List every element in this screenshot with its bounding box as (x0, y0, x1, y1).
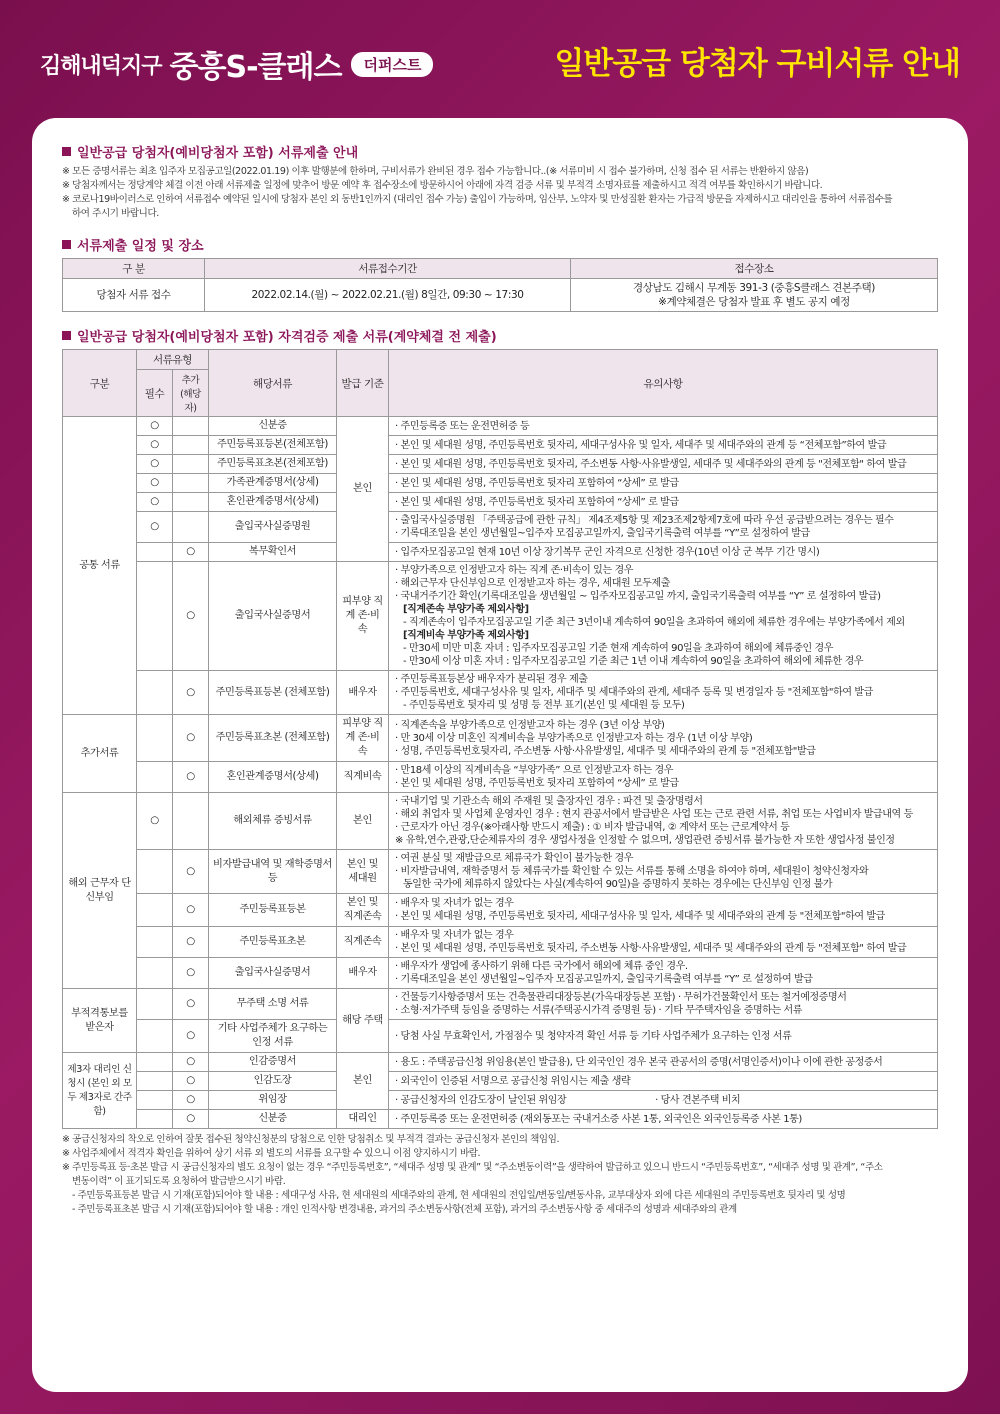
footer-note: ※ 사업주체에서 적격자 확인을 위하여 상기 서류 외 별도의 서류를 요구할 수 있으니 이점 양지하시기 바람. (62, 1148, 481, 1159)
document-name: 위임장 (209, 1091, 337, 1110)
basis: 대리인 (337, 1110, 389, 1129)
notes: · 국내기업 및 기관소속 해외 주재원 및 출장자인 경우 : 파견 및 출장명령서 · 해외 취업자 및 사업체 운영자인 경우 : 현지 관공서에서 발급받은 사업 또는 근로 관련 서류, 취업 또는 사업비자 발급내역 등 · 근로자가 아닌 경우(※아래사항 반드시 제출) : ① 비자 발급내역, ② 계약서 또는 근로계약서 등 ※ 유학,연수,관광,단순체류자의 경우 생업사정을 인정할 수 없으며, 생업관련 증빙서류 불가능한 자 또한 생업사정 불인정 (389, 793, 938, 850)
basis: 직계비속 (337, 762, 389, 793)
document-name: 기타 사업주체가 요구하는 인정 서류 (209, 1020, 337, 1053)
notes: · 주민등록증 또는 운전면허증 등 (389, 417, 938, 436)
document-name: 신분증 (209, 417, 337, 436)
document-name: 출입국사실증명원 (209, 512, 337, 543)
brand-prefix: 김해내덕지구 (40, 53, 162, 79)
schedule-place: 경상남도 김해시 무계동 391-3 (중흥S클래스 견본주택) ※계약체결은 당첨자 발표 후 별도 공지 예정 (571, 279, 938, 312)
notice-line: 하여 주시기 바랍니다. (72, 208, 159, 219)
additional-mark: ○ (173, 1072, 209, 1091)
additional-mark: ○ (173, 1053, 209, 1072)
additional-mark: ○ (173, 1020, 209, 1053)
table-row (63, 850, 938, 894)
required-mark: ○ (137, 474, 173, 493)
header (0, 0, 1000, 115)
document-name: 출입국사실증명서 (209, 562, 337, 671)
page-title: 일반공급 당첨자 구비서류 안내 (554, 46, 960, 82)
basis: 본인 (337, 793, 389, 850)
table-row (63, 436, 938, 455)
group-label: 공통 서류 (63, 417, 137, 715)
notes: · 본인 및 세대원 성명, 주민등록번호 뒷자리, 주소변동 사항·사유발생일, 세대주 및 세대주와의 관계 등 "전체포함" 하여 발급 (389, 455, 938, 474)
group-label: 해외 근무자 단신부임 (63, 793, 137, 989)
section1-title: 일반공급 당첨자(예비당첨자 포함) 서류제출 안내 (62, 142, 938, 161)
footer-note: ※ 주민등록표 등·초본 발급 시 공급신청자의 별도 요청이 없는 경우 “주민등록번호”, “세대주 성명 및 관계” 및 “주소변동이력”을 생략하여 발급하고 있으니 반드시 “주민등록번호”, “세대주 성명 및 관계”, “주소 (62, 1162, 883, 1173)
document-name: 주민등록표초본(전체포함) (209, 455, 337, 474)
additional-mark: ○ (173, 671, 209, 715)
table-header: 필수 (137, 370, 173, 417)
table-header: 구분 (63, 350, 137, 417)
table-row (63, 543, 938, 562)
additional-mark: ○ (173, 762, 209, 793)
notes: · 외국인이 인증된 서명으로 공급신청 위임시는 제출 생략 (389, 1072, 938, 1091)
table-row (63, 958, 938, 989)
document-name: 인감도장 (209, 1072, 337, 1091)
section3-title: 일반공급 당첨자(예비당첨자 포함) 자격검증 제출 서류(계약체결 전 제출) (62, 326, 938, 345)
table-row (63, 1053, 938, 1072)
additional-mark: ○ (173, 562, 209, 671)
table-row (63, 793, 938, 850)
basis: 피부양 직계 존·비속 (337, 715, 389, 762)
basis: 직계존속 (337, 927, 389, 958)
required-mark: ○ (137, 793, 173, 850)
notice-line: ※ 당첨자께서는 정당계약 체결 이전 아래 서류제출 일정에 맞추어 방문 예약 후 접수장소에 방문하시어 아래에 자격 검증 서류 및 부적격 소명자료를 제출하시고 적격 여부를 확인하시기 바랍니다. (62, 180, 823, 191)
notes: · 부양가족으로 인정받고자 하는 직계 존·비속이 있는 경우 · 해외근무자 단신부임으로 인정받고자 하는 경우, 세대원 모두제출 · 국내거주기간 확인(기록대조일을 생년월일 ~ 입주자모집공고일 까지, 출입국기록출력 여부를 “Y” 로 설정하여 발급) [직계존속 부양가족 제외사항] - 직계존속이 입주자모집공고일 기준 최근 3년이내 계속하여 90일을 초과하여 해외에 체류한 경우에는 부양가족에서 제외 [직계비속 부양가족 제외사항] - 만30세 미만 미혼 자녀 : 입주자모집공고일 기준 현재 계속하여 90일을 초과하여 해외에 체류중인 경우 - 만30세 이상 미혼 자녀 : 입주자모집공고일 기준 최근 1년 이내 계속하여 90일을 초과하여 해외에 체류한 경우 (389, 562, 938, 671)
document-name: 주민등록표초본 (전체포함) (209, 715, 337, 762)
notes: · 용도 : 주택공급신청 위임용(본인 발급용), 단 외국인인 경우 본국 관공서의 증명(서명인증서)이나 이에 관한 공정증서 (389, 1053, 938, 1072)
notes: · 건물등기사항증명서 또는 건축물관리대장등본(가옥대장등본 포함) · 무허가건물확인서 또는 철거예정증명서 · 소형·저가주택 등임을 증명하는 서류(주택공시가격 증명원 등) · 기타 무주택자임을 증명하는 서류 (389, 989, 938, 1020)
table-row (63, 512, 938, 543)
notes: · 입주자모집공고일 현재 10년 이상 장기복무 군인 자격으로 신청한 경우(10년 이상 군 복무 기간 명시) (389, 543, 938, 562)
table-header: 서류유형 (137, 350, 209, 370)
document-name: 주민등록표등본 (209, 894, 337, 927)
required-mark: ○ (137, 512, 173, 543)
document-name: 신분증 (209, 1110, 337, 1129)
content-panel (32, 118, 968, 1392)
table-row (63, 1072, 938, 1091)
footer-note: - 주민등록표등본 발급 시 기재(포함)되어야 할 내용 : 세대구성 사유, 현 세대원의 세대주와의 관계, 현 세대원의 전입일/변동일/변동사유, 교부대상자 외에 다른 세대원의 주민등록번호 뒷자리 및 성명 (72, 1190, 846, 1201)
table-row (63, 493, 938, 512)
square-bullet-icon (62, 331, 71, 340)
basis: 피부양 직계 존·비속 (337, 562, 389, 671)
table-row (63, 455, 938, 474)
document-name: 복무확인서 (209, 543, 337, 562)
footer-note: 변동이력” 이 표기되도록 요청하여 발급받으시기 바람. (72, 1176, 286, 1187)
document-name: 혼인관계증명서(상세) (209, 493, 337, 512)
table-row (63, 989, 938, 1020)
notes: · 여권 분실 및 재발급으로 체류국가 확인이 불가능한 경우 · 비자발급내역, 재학증명서 등 체류국가를 확인할 수 있는 서류를 통해 소명을 하여야 하며, 세대원이 청약신청자와 동일한 국가에 체류하지 않았다는 사실(계속하여 90일)을 증명하지 못하는 경우에는 단신부임 인정 불가 (389, 850, 938, 894)
required-mark: ○ (137, 436, 173, 455)
table-row (63, 1110, 938, 1129)
notice-line: ※ 모든 증명서류는 최초 입주자 모집공고일(2022.01.19) 이후 발행분에 한하며, 구비서류가 완비된 경우 접수 가능합니다..(※ 서류미비 시 접수 불가하며, 신청 접수 된 서류는 반환하지 않음) (62, 166, 809, 177)
document-name: 혼인관계증명서(상세) (209, 762, 337, 793)
notes: · 본인 및 세대원 성명, 주민등록번호 뒷자리 포함하여 “상세” 로 발급 (389, 493, 938, 512)
section2-title: 서류제출 일정 및 장소 (62, 235, 938, 254)
notice-line: ※ 코로나19바이러스로 인하여 서류접수 예약된 일시에 당첨자 본인 외 동반1인까지 (대리인 접수 가능) 출입이 가능하며, 임산부, 노약자 및 만성질환 환자는 가급적 방문을 자제하시고 대리인을 통하여 서류접수를 (62, 194, 893, 205)
table-header: 접수장소 (571, 259, 938, 279)
table-row (63, 1091, 938, 1110)
document-name: 주민등록표등본 (전체포함) (209, 671, 337, 715)
table-header: 추가 (해당자) (173, 370, 209, 417)
table-header: 해당서류 (209, 350, 337, 417)
notes: · 출입국사실증명원 「주택공급에 관한 규칙」 제4조제5항 및 제23조제2항제7호에 따라 우선 공급받으려는 경우는 필수 · 기록대조일을 본인 생년월일~입주자 모집공고일까지, 출입국기록출력 여부를 “Y”로 설정하여 발급 (389, 512, 938, 543)
table-row (63, 927, 938, 958)
additional-mark: ○ (173, 543, 209, 562)
table-row (63, 417, 938, 436)
table-row (63, 474, 938, 493)
document-name: 가족관계증명서(상세) (209, 474, 337, 493)
notes: · 공급신청자의 인감도장이 날인된 위임장 · 당사 견본주택 비치 (389, 1091, 938, 1110)
additional-mark: ○ (173, 989, 209, 1020)
document-name: 주민등록표등본(전체포함) (209, 436, 337, 455)
schedule-period: 2022.02.14.(월) ~ 2022.02.21.(월) 8일간, 09:30 ~ 17:30 (205, 279, 571, 312)
table-row (63, 762, 938, 793)
brand-logo (40, 42, 433, 86)
footer-note: ※ 공급신청자의 착오로 인하여 잘못 접수된 청약신청분의 당첨으로 인한 당첨취소 및 부적격 결과는 공급신청자 본인의 책임임. (62, 1134, 560, 1145)
notes: · 배우자 및 자녀가 없는 경우 · 본인 및 세대원 성명, 주민등록번호 뒷자리, 주소변동 사항·사유발생일, 세대주 및 세대주와의 관계 등 "전체포함" 하여 발급 (389, 927, 938, 958)
required-mark: ○ (137, 455, 173, 474)
notes: · 직계존속을 부양가족으로 인정받고자 하는 경우 (3년 이상 부양) · 만 30세 이상 미혼인 직계비속을 부양가족으로 인정받고자 하는 경우 (1년 이상 부양) · 성명, 주민등록번호뒷자리, 주소변동 사항·사유발생일, 세대주 및 세대주와의 관계 등 "전체포함"발급 (389, 715, 938, 762)
notes: · 주민등록표등본상 배우자가 분리된 경우 제출 · 주민등록번호, 세대구성사유 및 일자, 세대주 및 세대주와의 관계, 세대주 등록 및 변경일자 등 "전체포함"하여 발급 - 주민등록번호 뒷자리 및 성명 등 전부 표기(본인 및 세대원 등 모두) (389, 671, 938, 715)
table-header: 발급 기준 (337, 350, 389, 417)
table-header: 구 분 (63, 259, 205, 279)
table-row (63, 894, 938, 927)
notes: · 배우자가 생업에 종사하기 위해 다른 국가에서 해외에 체류 중인 경우. · 기록대조일을 본인 생년월일~입주자 모집공고일까지, 출입국기록출력 여부를 “Y” 로 설정하여 발급 (389, 958, 938, 989)
table-header: 서류접수기간 (205, 259, 571, 279)
table-row (63, 1020, 938, 1053)
basis: 본인 및 세대원 (337, 850, 389, 894)
basis: 본인 (337, 1053, 389, 1110)
table-row (63, 671, 938, 715)
additional-mark: ○ (173, 958, 209, 989)
basis: 해당 주택 (337, 989, 389, 1053)
table-row (63, 715, 938, 762)
square-bullet-icon (62, 147, 71, 156)
required-mark: ○ (137, 493, 173, 512)
table-header: 유의사항 (389, 350, 938, 417)
additional-mark: ○ (173, 1110, 209, 1129)
required-mark: ○ (137, 417, 173, 436)
footer-notes (62, 1133, 938, 1217)
notes: · 주민등록증 또는 운전면허증 (재외동포는 국내거소증 사본 1통, 외국인은 외국인등록증 사본 1통) (389, 1110, 938, 1129)
additional-mark: ○ (173, 1091, 209, 1110)
basis: 배우자 (337, 671, 389, 715)
schedule-table (62, 258, 938, 312)
additional-mark: ○ (173, 715, 209, 762)
group-label: 제3자 대리인 신청시 (본인 외 모두 제3자로 간주함) (63, 1053, 137, 1129)
notes: · 만18세 이상의 직계비속을 “부양가족” 으로 인정받고자 하는 경우 · 본인 및 세대원 성명, 주민등록번호 뒷자리 포함하여 “상세” 로 발급 (389, 762, 938, 793)
documents-table (62, 349, 938, 1129)
footer-note: - 주민등록표초본 발급 시 기재(포함)되어야 할 내용 : 개인 인적사항 변경내용, 과거의 주소변동사항(전체 포함), 과거의 주소변동사항 중 세대주의 성명과 세대주와의 관계 (72, 1204, 737, 1215)
document-name: 비자발급내역 및 재학증명서 등 (209, 850, 337, 894)
schedule-category: 당첨자 서류 접수 (63, 279, 205, 312)
table-row (63, 562, 938, 671)
notes: · 본인 및 세대원 성명, 주민등록번호 뒷자리 포함하여 “상세” 로 발급 (389, 474, 938, 493)
square-bullet-icon (62, 240, 71, 249)
brand-name: 중흥S-클래스 (169, 50, 342, 85)
group-label: 추가서류 (63, 715, 137, 793)
notes: · 당첨 사실 무효확인서, 가점점수 및 청약자격 확인 서류 등 기타 사업주체가 요구하는 인정 서류 (389, 1020, 938, 1053)
notes: · 배우자 및 자녀가 없는 경우 · 본인 및 세대원 성명, 주민등록번호 뒷자리, 세대구성사유 및 일자, 세대주 및 세대주와의 관계 등 "전체포함"하여 발급 (389, 894, 938, 927)
document-name: 인감증명서 (209, 1053, 337, 1072)
basis: 배우자 (337, 958, 389, 989)
additional-mark: ○ (173, 894, 209, 927)
basis: 본인 (337, 417, 389, 562)
additional-mark: ○ (173, 927, 209, 958)
group-label: 부적격통보를 받은자 (63, 989, 137, 1053)
document-name: 주민등록표초본 (209, 927, 337, 958)
notes: · 본인 및 세대원 성명, 주민등록번호 뒷자리, 세대구성사유 및 일자, 세대주 및 세대주와의 관계 등 “전체포함”하여 발급 (389, 436, 938, 455)
document-name: 무주택 소명 서류 (209, 989, 337, 1020)
additional-mark: ○ (173, 850, 209, 894)
basis: 본인 및 직계존속 (337, 894, 389, 927)
document-name: 해외체류 증빙서류 (209, 793, 337, 850)
brand-badge: 더퍼스트 (351, 52, 433, 77)
document-name: 출입국사실증명서 (209, 958, 337, 989)
